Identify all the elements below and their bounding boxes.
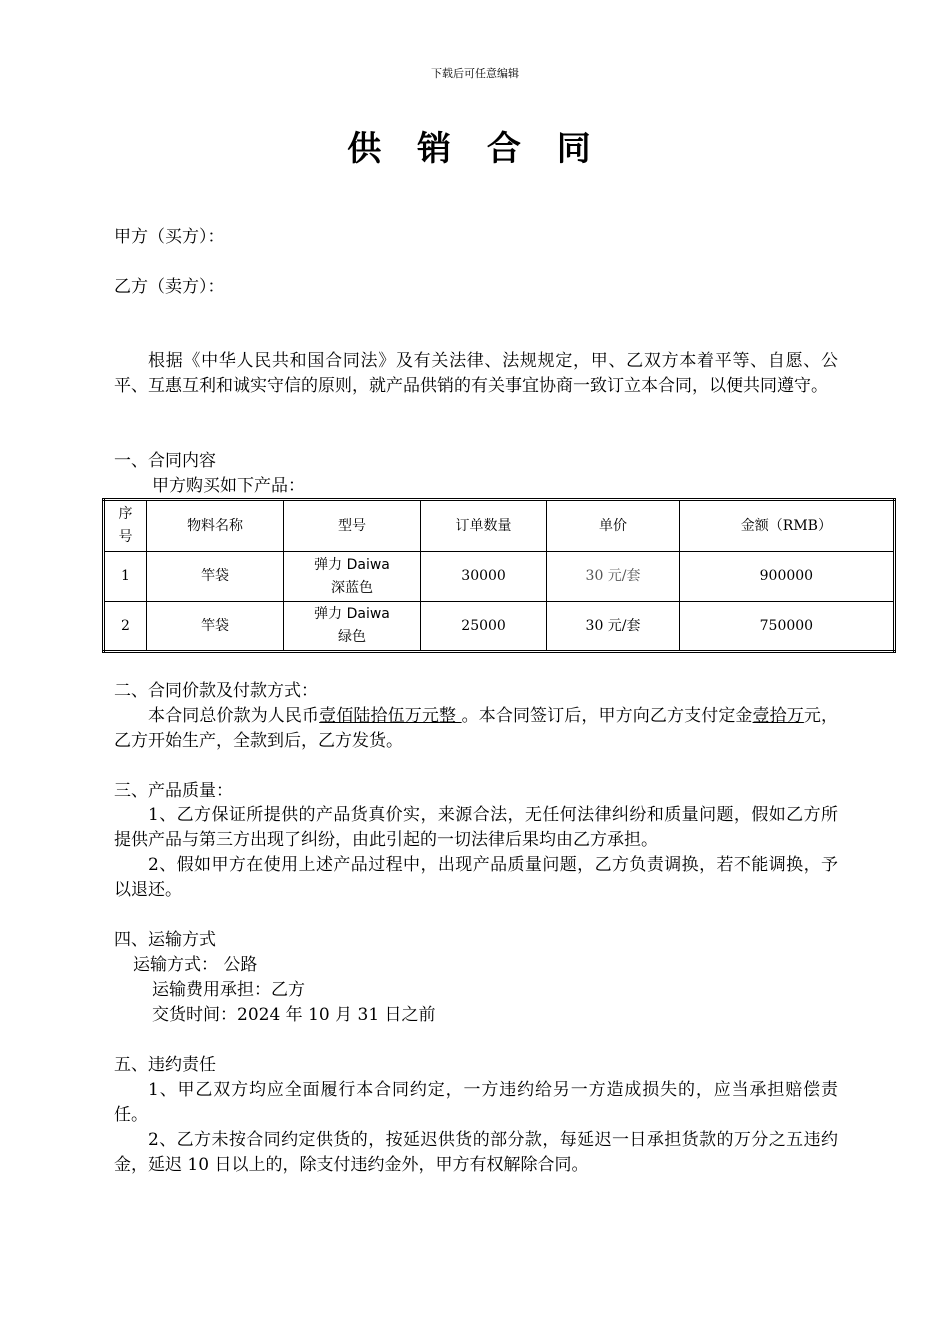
cell-model-line1: 弹力 Daiwa xyxy=(314,606,390,622)
section1-subheading: 甲方购买如下产品： xyxy=(152,476,305,496)
document-title: 供 销 合 同 xyxy=(347,129,603,169)
cell-amount: 750000 xyxy=(679,602,894,652)
cell-no: 2 xyxy=(104,602,147,652)
page-header-note: 下载后可任意编辑 xyxy=(431,67,519,80)
cell-name: 竿袋 xyxy=(146,552,283,602)
total-price-upper: 壹佰陆拾伍万元整 xyxy=(319,706,462,726)
section2-paragraph xyxy=(114,704,838,754)
product-table xyxy=(102,498,896,653)
cell-qty: 30000 xyxy=(420,552,547,602)
cell-model-line1: 弹力 Daiwa xyxy=(314,556,390,573)
header-cell-name: 物料名称 xyxy=(146,500,283,552)
intro-paragraph: 根据《中华人民共和国合同法》及有关法律、法规规定，甲、乙双方本着平等、自愿、公平、互惠互利和诚实守信的原则，就产品供销的有关事宜协商一致订立本合同，以便共同遵守。 xyxy=(114,351,838,396)
header-cell-price: 单价 xyxy=(547,500,679,552)
section3-heading: 三、产品质量： xyxy=(114,781,233,801)
transport-mode: 运输方式： 公路 xyxy=(133,955,258,975)
deposit-amount: 壹拾万 xyxy=(752,706,804,726)
buyer-party-label: 甲方（买方）： xyxy=(114,227,225,247)
cell-model xyxy=(284,602,421,652)
section5-heading: 五、违约责任 xyxy=(114,1055,216,1075)
table-header-row xyxy=(104,500,895,552)
payment-text-after: 。本合同签订后，甲方向乙方支付定金 xyxy=(461,706,753,726)
header-cell-qty: 订单数量 xyxy=(420,500,547,552)
cell-name: 竿袋 xyxy=(146,602,283,652)
delivery-time: 交货时间：2024 年 10 月 31 日之前 xyxy=(152,1005,436,1025)
cell-model-line2: 深蓝色 xyxy=(331,579,373,596)
cell-price: 30 元/套 xyxy=(547,552,679,602)
section1-heading: 一、合同内容 xyxy=(114,451,216,471)
header-cell-amount: 金额（RMB） xyxy=(679,500,894,552)
header-cell-model: 型号 xyxy=(284,500,421,552)
payment-text-end: 元，乙方开始生产，全款到后，乙方发货。 xyxy=(114,706,839,751)
section3-item-2: 2、假如甲方在使用上述产品过程中，出现产品质量问题，乙方负责调换，若不能调换，予以退还。 xyxy=(114,855,838,900)
seller-party-label: 乙方（卖方）： xyxy=(114,277,225,297)
section5-item-1: 1、甲乙双方均应全面履行本合同约定，一方违约给另一方造成损失的，应当承担赔偿责任。 xyxy=(114,1080,838,1125)
payment-text-before: 本合同总价款为人民币 xyxy=(148,706,320,726)
cell-no: 1 xyxy=(104,552,147,602)
table-row xyxy=(104,552,895,602)
cell-qty: 25000 xyxy=(420,602,547,652)
section3-item-1: 1、乙方保证所提供的产品货真价实，来源合法，无任何法律纠纷和质量问题，假如乙方所提供产品与第三方出现了纠纷，由此引起的一切法律后果均由乙方承担。 xyxy=(114,805,838,850)
table-row xyxy=(104,602,895,652)
section5-item-2: 2、乙方未按合同约定供货的，按延迟供货的部分款，每延迟一日承担货款的万分之五违约金，延迟 10 日以上的，除支付违约金外，甲方有权解除合同。 xyxy=(114,1130,838,1175)
cell-model xyxy=(284,552,421,602)
transport-cost-bearer: 运输费用承担：乙方 xyxy=(152,980,305,1000)
cell-price: 30 元/套 xyxy=(547,602,679,652)
cell-amount: 900000 xyxy=(679,552,894,602)
header-cell-no: 序 号 xyxy=(104,500,147,552)
cell-model-line2: 绿色 xyxy=(338,629,366,645)
section2-heading: 二、合同价款及付款方式： xyxy=(114,681,318,701)
section4-heading: 四、运输方式 xyxy=(114,930,216,950)
